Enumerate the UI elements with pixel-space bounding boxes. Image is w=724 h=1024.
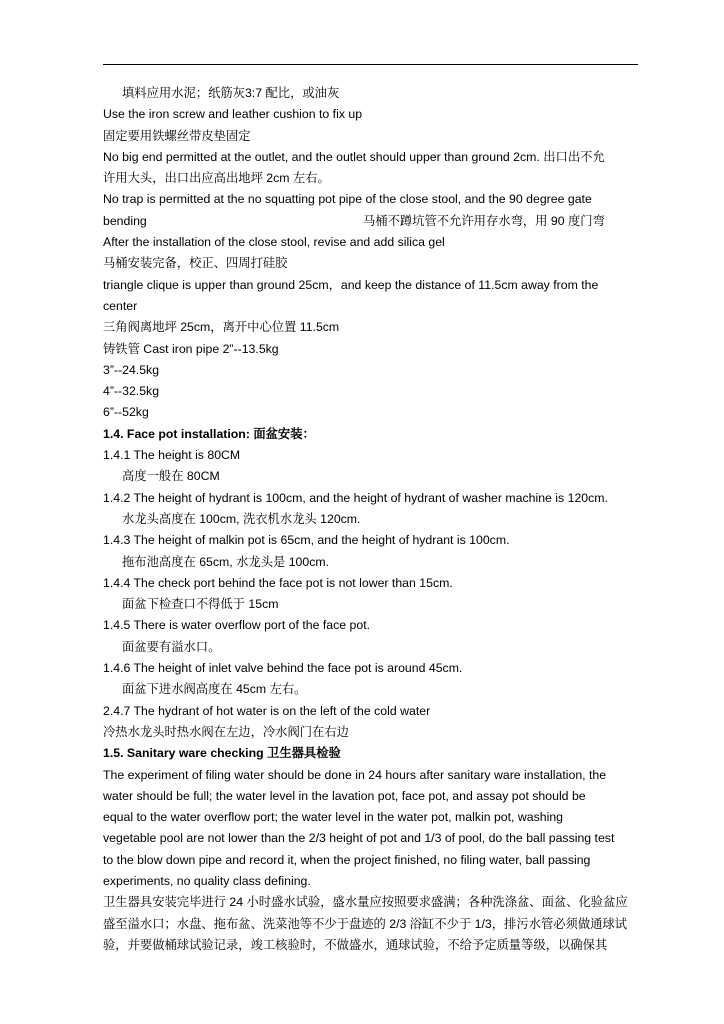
text-line: 水龙头高度在 100cm, 洗衣机水龙头 120cm. xyxy=(122,511,361,526)
text-line: No big end permitted at the outlet, and the outlet should upper than ground 2cm. 出口出不允 xyxy=(103,149,605,164)
text-line: vegetable pool are not lower than the 2/3 height of pot and 1/3 of pool, do the ball passing test xyxy=(103,831,615,846)
text-line: 面盆下进水阀高度在 45cm 左右。 xyxy=(122,682,307,697)
text-line: 高度一般在 80CM xyxy=(122,469,220,484)
text-fragment: 马桶不蹲坑管不允许用存水弯，用 90 度门弯 xyxy=(363,213,605,228)
text-line: 冷热水龙头时热水阀在左边，冷水阀门在右边 xyxy=(103,724,349,739)
section-heading: 1.4. Face pot installation: 面盆安装： xyxy=(103,426,315,441)
text-line: 拖布池高度在 65cm, 水龙头是 100cm. xyxy=(122,554,330,569)
text-line: 三角阀离地坪 25cm，离开中心位置 11.5cm xyxy=(103,320,340,335)
text-line: 6”--52kg xyxy=(103,405,149,420)
text-line: 验，并要做桶球试验记录，竣工核验时，不做盛水，通球试验，不给予定质量等级，以确保其 xyxy=(103,937,608,952)
text-line: 面盆要有溢水口。 xyxy=(122,639,221,654)
text-line: 2.4.7 The hydrant of hot water is on the left of the cold water xyxy=(103,703,431,718)
text-line: No trap is permitted at the no squatting pot pipe of the close stool, and the 90 degree gate xyxy=(103,192,592,207)
text-line: 1.4.5 There is water overflow port of the face pot. xyxy=(103,618,371,633)
text-line: 面盆下检查口不得低于 15cm xyxy=(122,597,279,612)
text-line: 1.4.4 The check port behind the face pot is not lower than 15cm. xyxy=(103,575,453,590)
document-body xyxy=(103,83,638,956)
text-line: The experiment of filing water should be done in 24 hours after sanitary ware installation, the xyxy=(103,767,607,782)
text-line: 填料应用水泥；纸筋灰3:7 配比，或油灰 xyxy=(122,86,340,100)
text-line: 1.4.2 The height of hydrant is 100cm, and the height of hydrant of washer machine is 120cm. xyxy=(103,490,608,505)
text-line: 盛至溢水口；水盘、拖布盆、洗菜池等不少于盘迹的 2/3 浴缸不少于 1/3，排污水管必须做通球试 xyxy=(103,916,628,931)
section-heading: 1.5. Sanitary ware checking 卫生器具检验 xyxy=(103,746,341,761)
text-line: center xyxy=(103,298,138,313)
text-line: Use the iron screw and leather cushion to fix up xyxy=(103,107,363,122)
text-line: 3”--24.5kg xyxy=(103,362,160,377)
text-line: 1.4.6 The height of inlet valve behind the face pot is around 45cm. xyxy=(103,661,463,676)
header-rule xyxy=(103,64,638,65)
text-fragment: bending xyxy=(103,213,147,228)
text-line: 卫生器具安装完毕进行 24 小时盛水试验，盛水量应按照要求盛满；各种洗涤盆、面盆、化验盆应 xyxy=(103,895,628,910)
text-line: 马桶安装完备，校正、四周打硅胶 xyxy=(103,256,288,271)
text-line: 1.4.1 The height is 80CM xyxy=(103,448,241,463)
text-line xyxy=(103,211,638,232)
text-line: experiments, no quality class defining. xyxy=(103,873,311,888)
text-line: 4”--32.5kg xyxy=(103,384,160,399)
text-line: to the blow down pipe and record it, when the project finished, no filing water, ball passing xyxy=(103,852,591,867)
text-line: 固定要用铁螺丝带皮垫固定 xyxy=(103,128,251,143)
text-line: triangle clique is upper than ground 25cm，and keep the distance of 11.5cm away from the xyxy=(103,277,599,292)
text-line: equal to the water overflow port; the water level in the water pot, malkin pot, washing xyxy=(103,810,564,825)
text-line: After the installation of the close stool, revise and add silica gel xyxy=(103,235,445,250)
text-line: 许用大头，出口出应高出地坪 2cm 左右。 xyxy=(103,171,330,186)
text-line: 铸铁管 Cast iron pipe 2”--13.5kg xyxy=(103,341,279,356)
text-line: 1.4.3 The height of malkin pot is 65cm, and the height of hydrant is 100cm. xyxy=(103,533,510,548)
text-line: water should be full; the water level in the lavation pot, face pot, and assay pot should be xyxy=(103,788,586,803)
